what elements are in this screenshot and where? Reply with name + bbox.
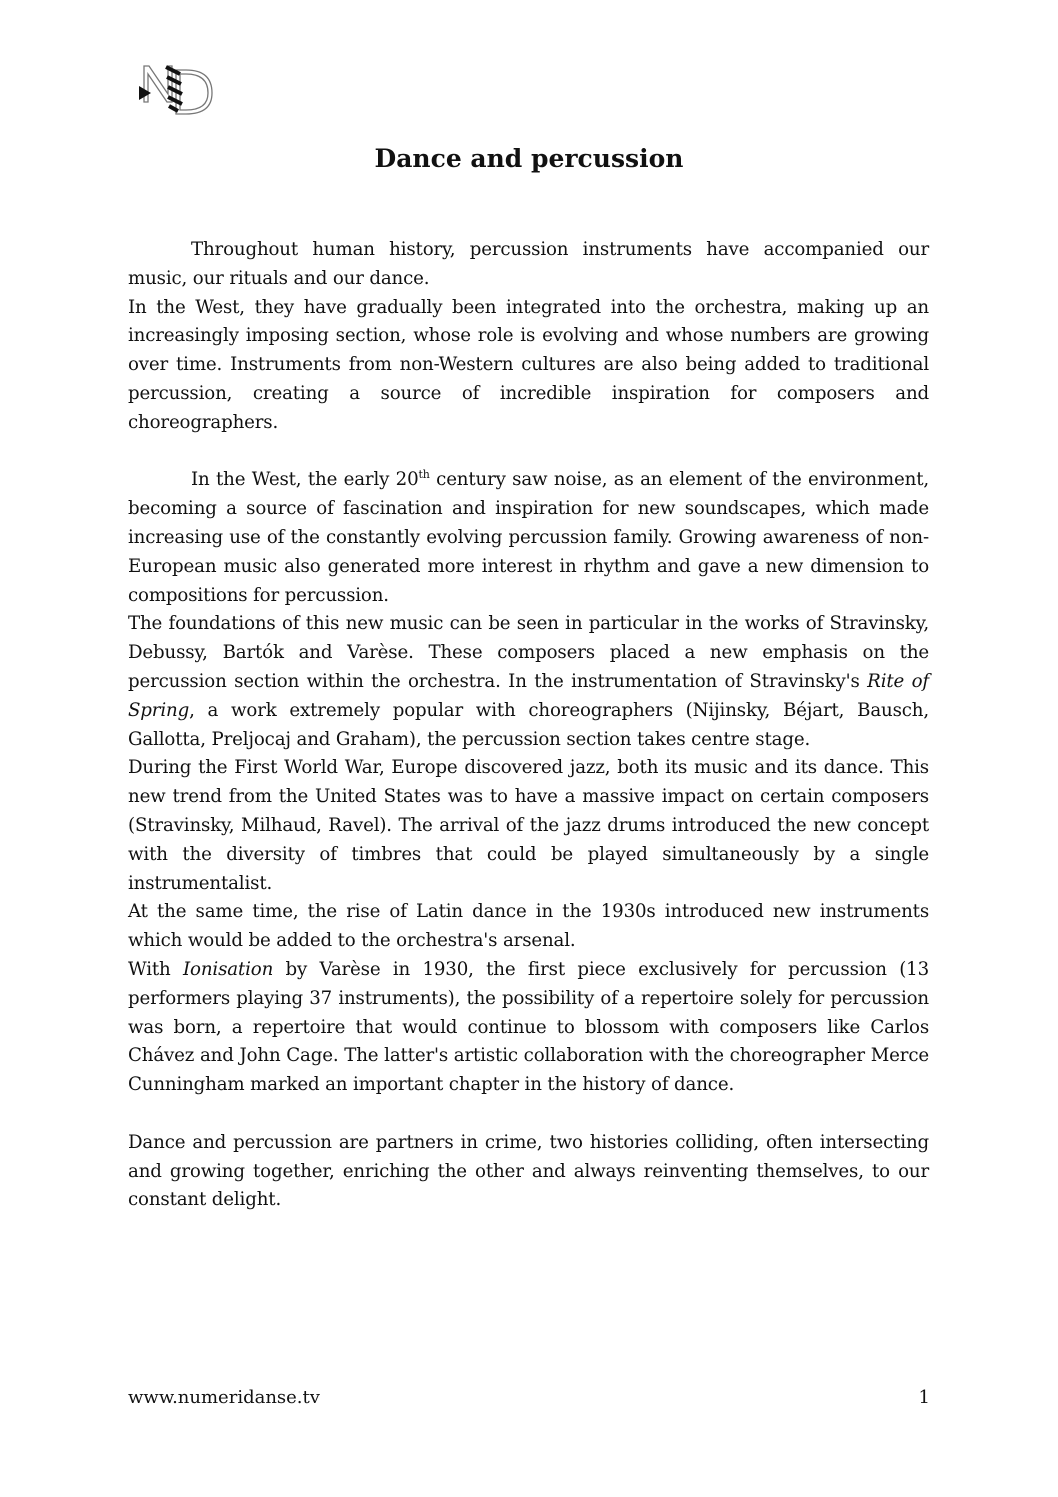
paragraph-text: by Varèse in 1930, the first piece exclusively for percussion (13 performers playing 37 instruments), the possibility of a repertoire solely for percussion was born, a repertoire that would continue to blossom with composers like Carlos Chávez and John Cage. The latter's artistic collaboration with the choreographer Merce Cunningham marked an important chapter in the history of dance. bbox=[128, 958, 929, 1096]
paragraph bbox=[128, 610, 929, 754]
superscript: th bbox=[418, 468, 430, 482]
paragraph: In the West, they have gradually been integrated into the orchestra, making up an increasingly imposing section, whose role is evolving and whose numbers are growing over time. Instruments from non-Western cultures are also being added to traditional percussion, creating a source of incredible inspiration for composers and choreographers. bbox=[128, 296, 929, 433]
paragraph-text: , a work extremely popular with choreographers (Nijinsky, Béjart, Bausch, Gallotta, Preljocaj and Graham), the percussion section takes centre stage. bbox=[128, 699, 929, 750]
paragraph-text: With bbox=[128, 958, 183, 980]
paragraph-text: In the West, the early 20 bbox=[191, 469, 419, 491]
page-number: 1 bbox=[918, 1387, 930, 1408]
document-title: Dance and percussion bbox=[374, 144, 684, 173]
paragraph bbox=[128, 466, 929, 610]
work-title-italic: Ionisation bbox=[183, 958, 274, 980]
paragraph: Throughout human history, percussion instruments have accompanied our music, our rituals and our dance. bbox=[128, 239, 929, 289]
paragraph: Dance and percussion are partners in crime, two histories colliding, often intersecting and growing together, enriching the other and always reinventing themselves, to our constant delight. bbox=[128, 1131, 929, 1211]
numeridanse-logo-icon bbox=[138, 64, 216, 116]
document-body bbox=[128, 236, 929, 1215]
paragraph bbox=[128, 956, 929, 1100]
work-title-italic: Rite of Spring bbox=[128, 670, 929, 721]
footer-url: www.numeridanse.tv bbox=[128, 1387, 320, 1408]
paragraph-text: The foundations of this new music can be seen in particular in the works of Stravinsky, Debussy, Bartók and Varèse. These composers placed a new emphasis on the percussion section within the orchestra. In the instrumentation of Stravinsky's bbox=[128, 613, 929, 692]
paragraph: During the First World War, Europe discovered jazz, both its music and its dance. This new trend from the United States was to have a massive impact on certain composers (Stravinsky, Milhaud, Ravel). The arrival of the jazz drums introduced the new concept with the diversity of timbres that could be played simultaneously by a single instrumentalist. bbox=[128, 757, 929, 894]
paragraph: At the same time, the rise of Latin dance in the 1930s introduced new instruments which would be added to the orchestra's arsenal. bbox=[128, 901, 929, 952]
paragraph-text: century saw noise, as an element of the environment, becoming a source of fascination and inspiration for new soundscapes, which made increasing use of the constantly evolving percussion family. Growing awareness of non-European music also generated more interest in rhythm and gave a new dimension to compositions for percussion. bbox=[128, 469, 929, 606]
